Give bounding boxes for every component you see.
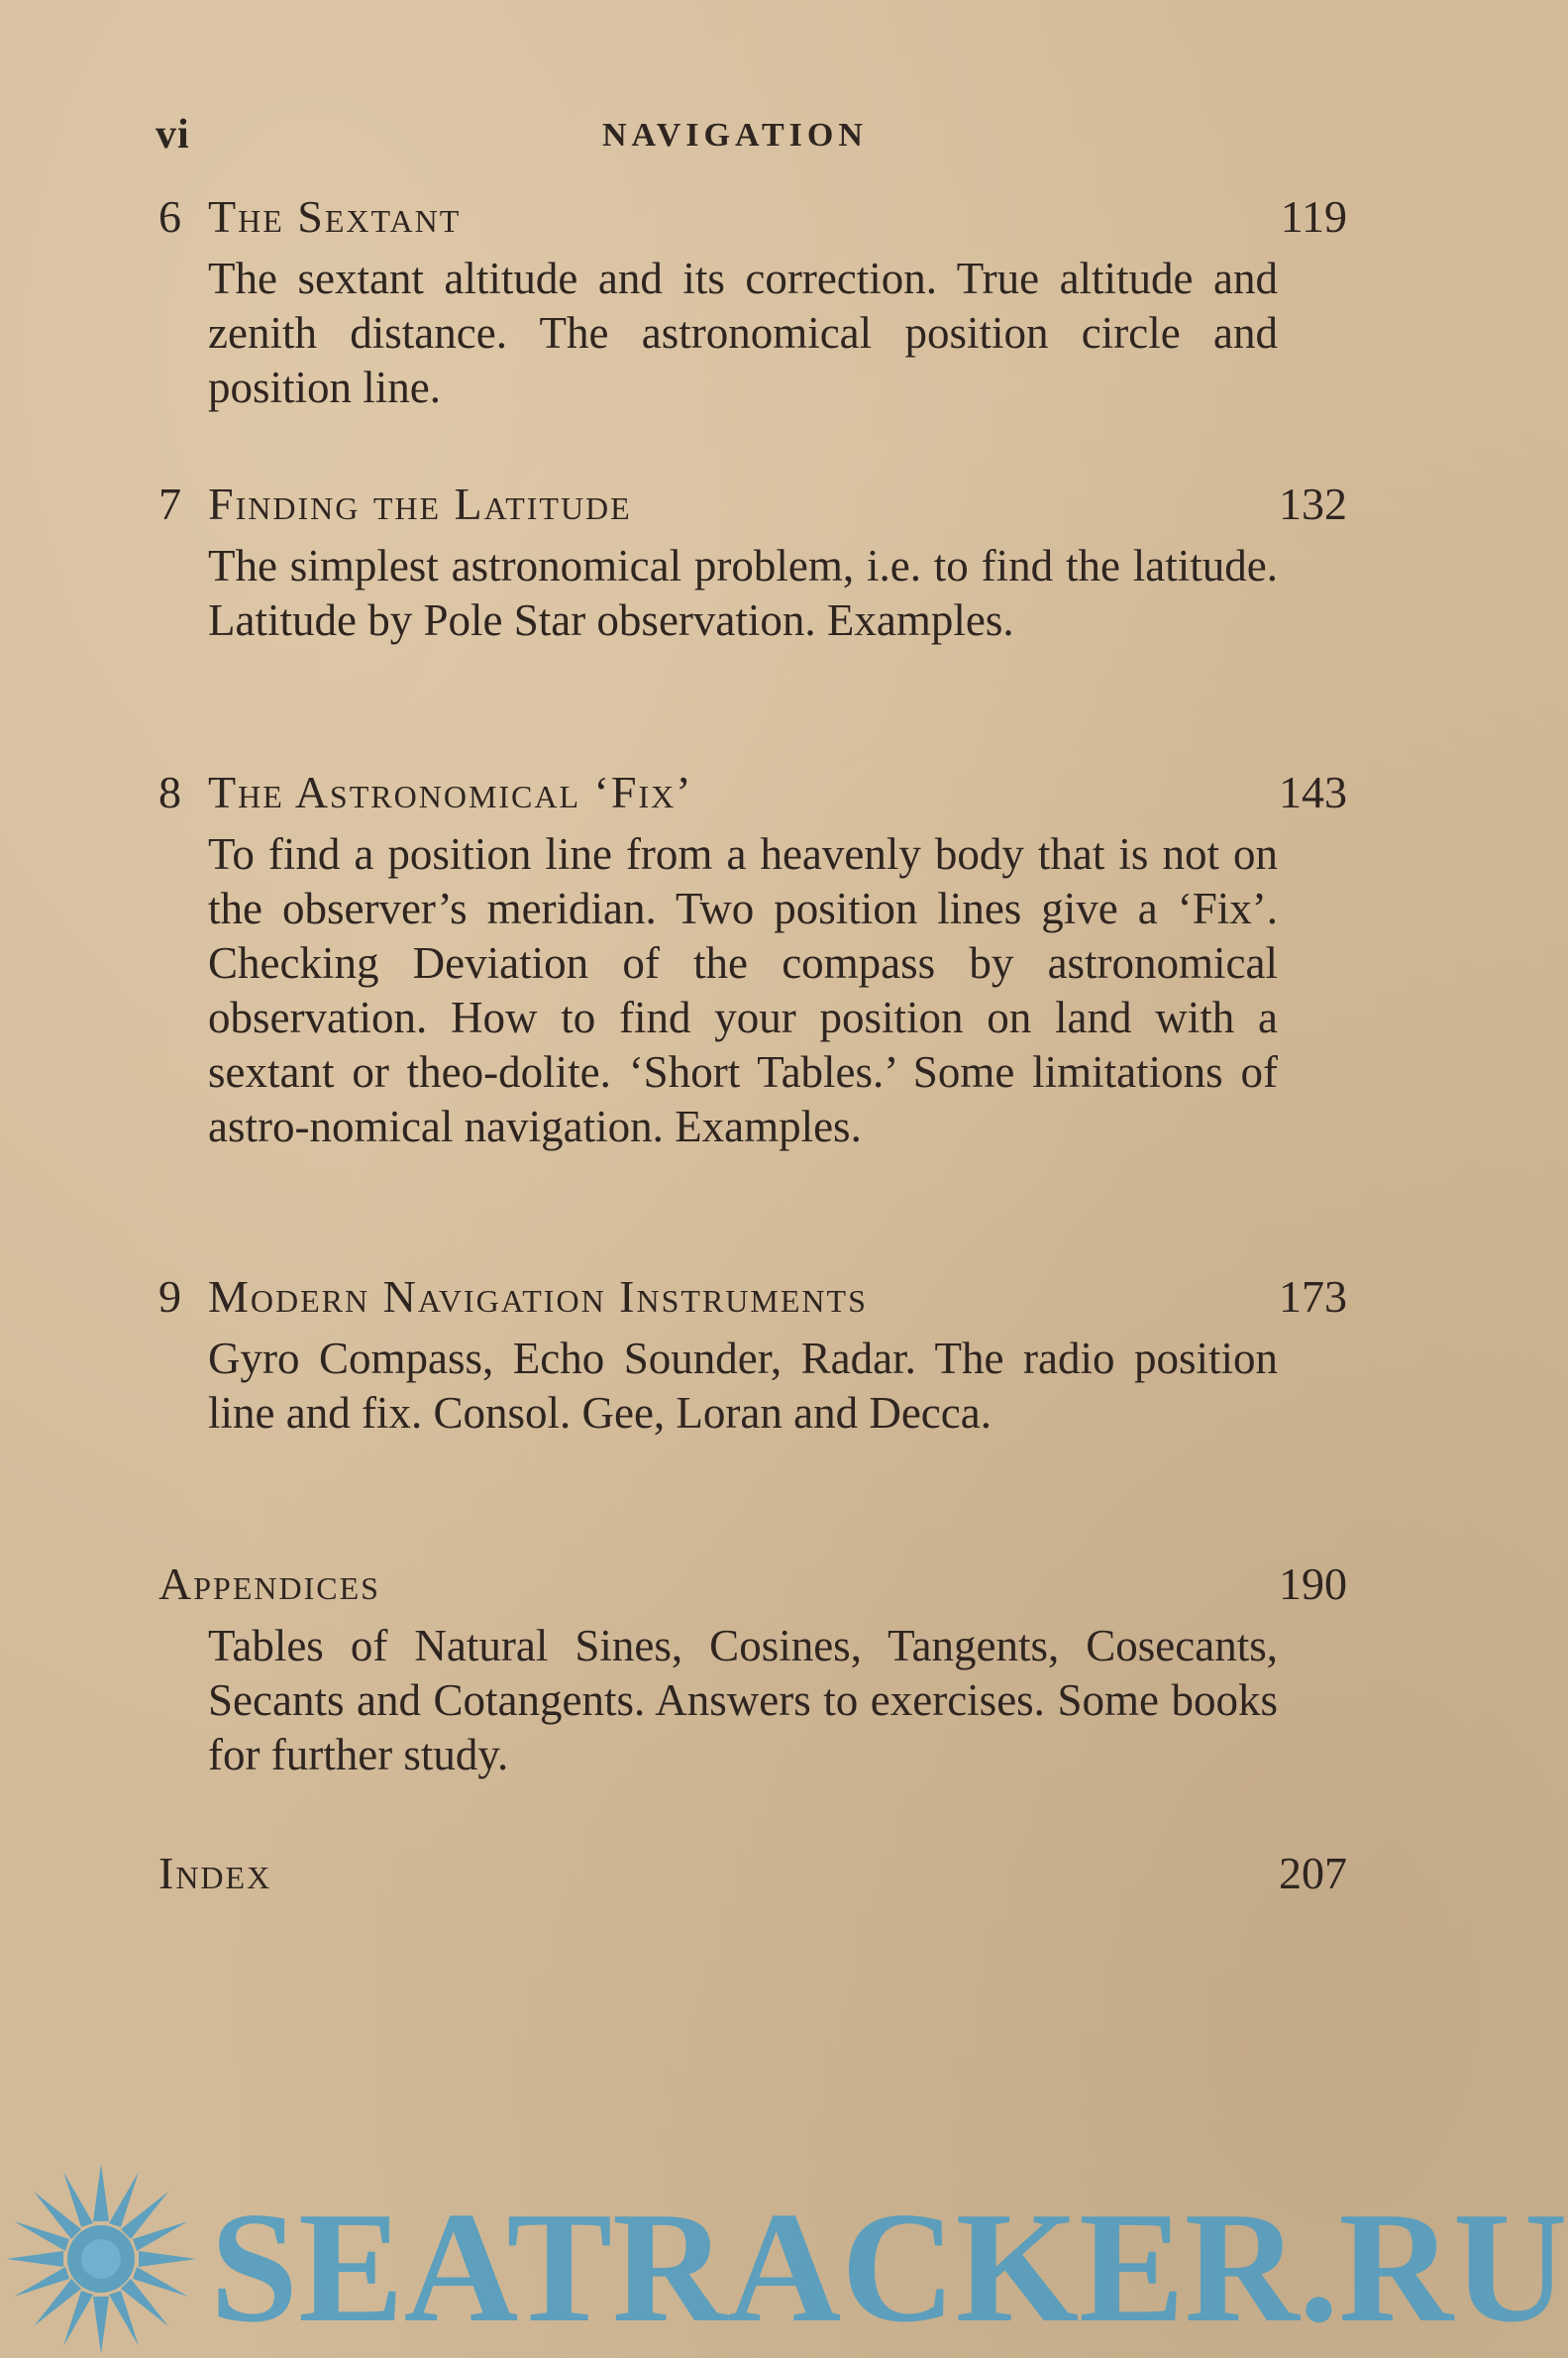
sun-icon [2,2160,200,2358]
page-number: 143 [1279,767,1347,817]
toc-entry-head [158,1847,1347,1908]
chapter-number: 9 [158,1271,181,1322]
toc-entry-head [158,190,1347,252]
watermark-text: SEATRACKER.RU [210,2179,1568,2355]
chapter-description: To find a position line from a heavenly body that is not on the observer’s meridian. Two position lines give a ‘Fix’. Checking Deviation of the compass by astronomical observation. How to find your position on land with a sextant or theo-dolite. ‘Short Tables.’ Some limitations of astro-nomical navigation. Examples. [208,829,1278,1151]
toc-entry-head [158,478,1347,539]
appendices-title: Appendices [158,1558,380,1609]
toc-entry-7 [158,478,1347,648]
chapter-number: 8 [158,767,181,817]
toc-entry-head [158,766,1347,827]
chapter-number: 6 [158,191,181,242]
page-number: 119 [1280,191,1347,242]
chapter-number: 7 [158,479,181,529]
chapter-description: The sextant altitude and its correction. True altitude and zenith distance. The astronomical position circle and position line. [208,254,1278,412]
toc-entry-9 [158,1270,1347,1441]
toc-entry-appendices [158,1557,1347,1782]
chapter-title: The Sextant [208,191,462,242]
running-head [156,111,1225,170]
toc-entry-8 [158,766,1347,1154]
chapter-description: The simplest astronomical problem, i.e. to find the latitude. Latitude by Pole Star observation. Examples. [208,541,1278,645]
chapter-description: Gyro Compass, Echo Sounder, Radar. The radio position line and fix. Consol. Gee, Loran and Decca. [208,1334,1278,1438]
toc-entry-head [158,1270,1347,1332]
watermark [0,2150,1568,2358]
page-number: 173 [1279,1271,1347,1322]
chapter-title: Modern Navigation Instruments [208,1271,868,1322]
page-number: 190 [1279,1558,1347,1609]
toc-entry-6 [158,190,1347,415]
index-title: Index [158,1848,272,1898]
chapter-title: Finding the Latitude [208,479,632,529]
running-title: NAVIGATION [602,117,868,154]
toc-entry-index [158,1847,1347,1908]
page-number: 207 [1279,1848,1347,1898]
page-number: 132 [1279,479,1347,529]
chapter-title: The Astronomical ‘Fix’ [208,767,693,817]
appendices-description: Tables of Natural Sines, Cosines, Tangents, Cosecants, Secants and Cotangents. Answers to exercises. Some books for further study. [208,1621,1278,1779]
toc-entry-head [158,1557,1347,1619]
page-folio: vi [156,112,190,158]
